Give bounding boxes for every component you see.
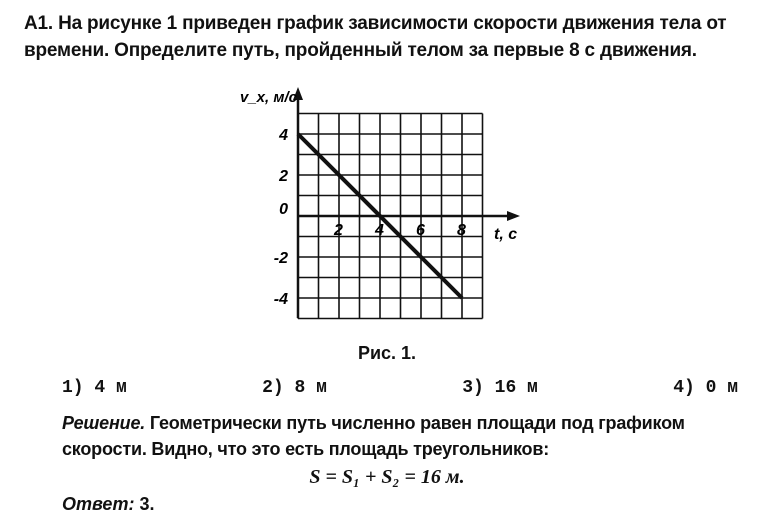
y-tick-label: -2 [273,250,288,267]
problem-text: На рисунке 1 приведен график зависимости скорости движения тела от времени. Определите путь, пройденный телом за первые 8 с движения. [24,13,727,61]
final-answer [62,494,154,515]
solution-formula: S = S₁ + S₂ = 16 м. [309,466,465,488]
solution-label: Решение. [62,413,146,433]
y-tick-label: 2 [279,168,288,185]
x-tick-label: 2 [334,222,343,239]
y-tick-label: 4 [279,127,288,144]
answer-options [62,378,738,398]
x-tick-label: 6 [416,222,425,239]
solution-text: Геометрически путь численно равен площади под графиком скорости. Видно, что это есть площадь треугольников: [62,413,685,459]
answer-option-1[interactable]: 1) 4 м [62,378,127,398]
y-axis-label: v_x, м/с [240,89,297,106]
answer-value: 3. [139,494,155,514]
x-tick-label: 8 [457,222,466,239]
y-tick-label: 0 [279,201,288,218]
graph-axes [293,87,520,318]
x-axis-label: t, с [494,226,518,243]
figure-caption: Рис. 1. [357,343,417,363]
answer-option-3[interactable]: 3) 16 м [462,378,538,398]
answer-label: Ответ: [62,494,135,514]
x-tick-label: 4 [375,222,384,239]
answer-option-2[interactable]: 2) 8 м [262,378,327,398]
velocity-time-graph [230,84,530,334]
y-tick-label: -4 [273,291,288,308]
solution-block [62,410,752,462]
problem-number: А1. [24,13,53,34]
x-axis-arrow [507,211,520,221]
answer-option-4[interactable]: 4) 0 м [673,378,738,398]
problem-statement [24,10,754,64]
